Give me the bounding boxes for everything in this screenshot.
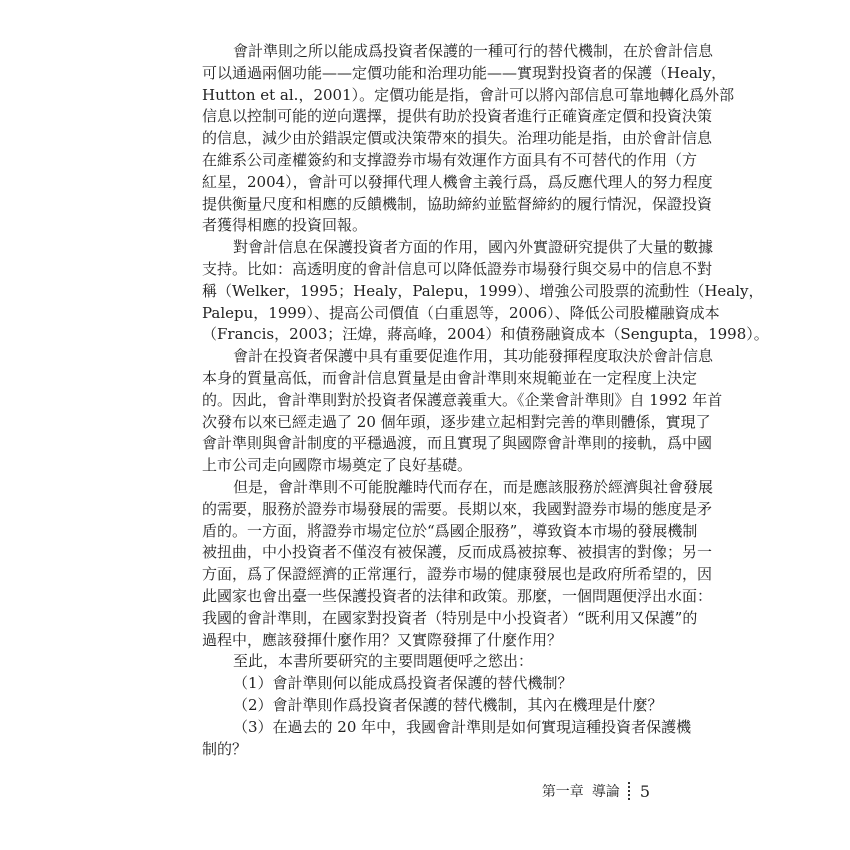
text-line: 會計準則之所以能成爲投資者保護的一種可行的替代機制，在於會計信息: [233, 42, 714, 60]
text-line: 至此，本書所要研究的主要問題便呼之慾出：: [233, 652, 534, 671]
text-line: 但是，會計準則不可能脫離時代而存在，而是應該服務於經濟與社會發展: [233, 477, 714, 496]
text-line: 會計在投資者保護中具有重要促進作用，其功能發揮程度取決於會計信息: [233, 347, 714, 366]
text-line: 被扭曲，中小投資者不僅沒有被保護，反而成爲被掠奪、被損害的對像；另一: [202, 543, 713, 562]
text-line: 此國家也會出臺一些保護投資者的法律和政策。那麼，一個問題便浮出水面：: [202, 586, 713, 605]
text-line: 對會計信息在保護投資者方面的作用，國內外實證研究提供了大量的數據: [233, 238, 714, 257]
text-line: （2）會計準則作爲投資者保護的替代機制，其內在機理是什麼？: [233, 695, 663, 714]
text-line: 本身的質量高低，而會計信息質量是由會計準則來規範並在一定程度上決定: [202, 368, 698, 387]
text-line: （3）在過去的 20 年中，我國會計準則是如何實現這種投資者保護機: [233, 717, 692, 736]
body-text: [202, 41, 769, 760]
text-line: 過程中，應該發揮什麼作用？又實際發揮了什麼作用？: [202, 630, 563, 649]
text-line: 會計準則與會計制度的平穩過渡，而且實現了與國際會計準則的接軌，爲中國: [202, 434, 713, 453]
text-line: 的。因此，會計準則對於投資者保護意義重大。《企業會計準則》自 1992 年首: [202, 390, 723, 409]
text-line: Hutton et al.，2001）。定價功能是指，會計可以將內部信息可靠地轉化爲外部: [202, 85, 735, 104]
text-line: 支持。比如：高透明度的會計信息可以降低證券市場發行與交易中的信息不對: [202, 259, 713, 278]
text-line: 信息以控制可能的逆向選擇，提供有助於投資者進行正確資產定價和投資決策: [202, 107, 713, 126]
text-line: 提供衡量尺度和相應的反饋機制，協助締約並監督締約的履行情況，保證投資: [202, 194, 713, 213]
paragraph: [202, 237, 769, 346]
text-line: 的信息，減少由於錯誤定價或決策帶來的損失。治理功能是指，由於會計信息: [202, 129, 713, 148]
text-line: 次發布以來已經走過了 20 個年頭，逐步建立起相對完善的準則體係，實現了: [202, 412, 711, 431]
paragraph: [202, 673, 650, 695]
page-footer: [542, 781, 650, 801]
text-line: 紅星，2004），會計可以發揮代理人機會主義行爲，爲反應代理人的努力程度: [202, 172, 713, 191]
text-line: 我國的會計準則，在國家對投資者（特別是中小投資者）“既利用又保護”的: [202, 608, 698, 627]
paragraph: [202, 651, 650, 673]
text-line: 方面，爲了保證經濟的正常運行，證券市場的健康發展也是政府所希望的，因: [202, 565, 713, 584]
text-line: 稱（Welker，1995；Healy，Palepu，1999）、增強公司股票的流動性（Healy，: [202, 281, 764, 300]
text-line: Palepu，1999）、提高公司價值（白重恩等，2006）、降低公司股權融資成本: [202, 303, 720, 322]
paragraph: [202, 717, 692, 761]
text-line: 可以通過兩個功能——定價功能和治理功能——實現對投資者的保護（Healy，: [202, 63, 727, 82]
text-line: 者獲得相應的投資回報。: [202, 216, 368, 235]
paragraph: [202, 695, 663, 717]
text-line: 上市公司走向國際市場奠定了良好基礎。: [202, 456, 473, 475]
paragraph: [202, 477, 714, 651]
paragraph: [202, 41, 735, 237]
footer-divider: [628, 782, 632, 800]
text-line: 制的？: [202, 739, 248, 758]
paragraph: [202, 346, 723, 477]
text-line: 在維系公司產權簽約和支撑證券市場有效運作方面具有不可替代的作用（方: [202, 150, 698, 169]
text-line: 盾的。一方面，將證券市場定位於“爲國企服務”，導致資本市場的發展機制: [202, 521, 698, 540]
text-line: （Francis，2003；汪煒，蔣高峰，2004）和債務融資成本（Sengupta，1998）。: [202, 325, 769, 344]
chapter-label: 第一章: [541, 784, 584, 800]
text-line: 的需要，服務於證券市場發展的需要。長期以來，我國對證券市場的態度是矛: [202, 499, 713, 518]
text-line: （1）會計準則何以能成爲投資者保護的替代機制？: [233, 674, 573, 693]
section-label: 導論: [591, 784, 620, 800]
page-number: 5: [639, 781, 650, 801]
